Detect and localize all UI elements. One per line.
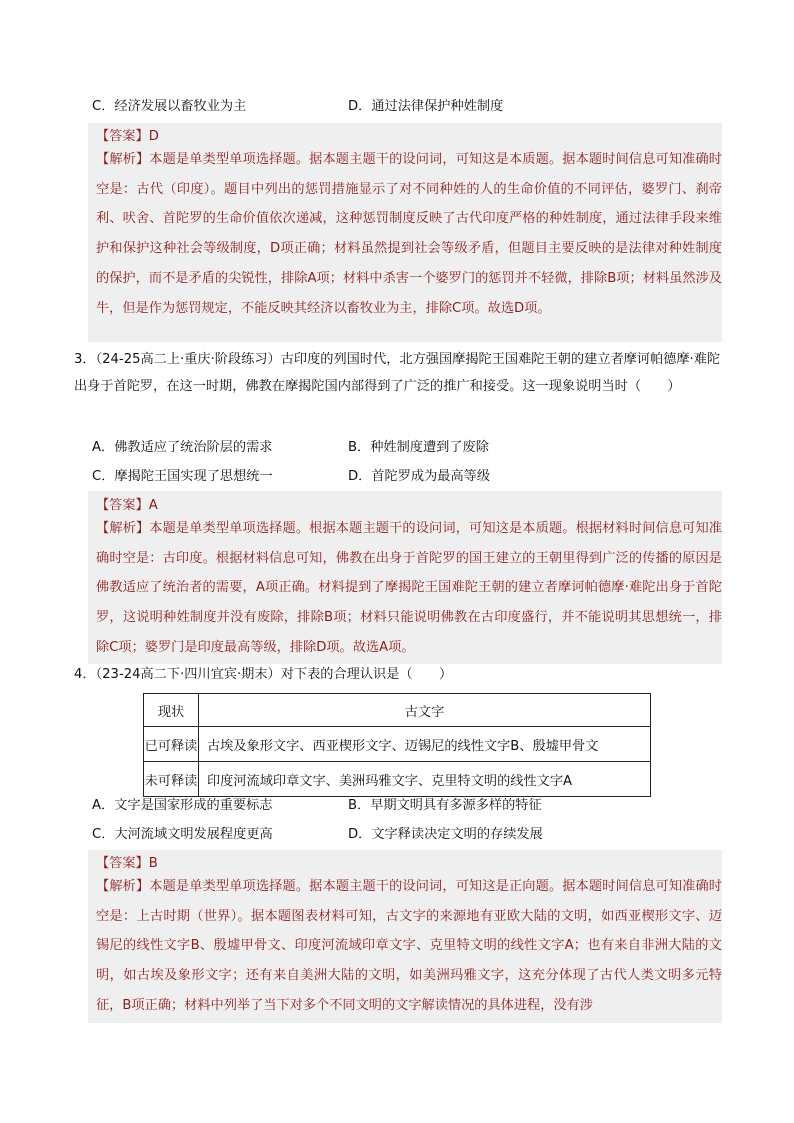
table-header-cell: 古文字: [199, 694, 651, 727]
q4-option-c[interactable]: C．大河流域文明发展程度更高: [92, 827, 273, 842]
q3-stem: 3．（24-25高二上·重庆·阶段练习）古印度的列国时代，北方强国摩揭陀王国难陀王朝的建立者摩诃帕德摩·难陀出身于首陀罗，在这一时期，佛教在摩揭陀国内部得到了广泛的推广和接受。这一现象说明当时（ ）: [74, 352, 721, 394]
q3-answer: 【答案】A: [96, 498, 158, 513]
q2-option-d[interactable]: D．通过法律保护种姓制度: [348, 99, 504, 114]
table-cell: 未可释读: [144, 762, 199, 797]
q4-option-b[interactable]: B．早期文明具有多源多样的特征: [348, 798, 542, 813]
q2-answer: 【答案】D: [96, 129, 159, 144]
table-cell: 印度河流域印章文字、美洲玛雅文字、克里特文明的线性文字A: [199, 762, 651, 797]
q4-option-a[interactable]: A．文字是国家形成的重要标志: [92, 798, 273, 813]
table-cell: 古埃及象形文字、西亚楔形文字、迈锡尼的线性文字B、殷墟甲骨文: [199, 727, 651, 762]
q3-option-a[interactable]: A．佛教适应了统治阶层的需求: [92, 440, 273, 455]
q4-option-d[interactable]: D．文字释读决定文明的存续发展: [348, 827, 543, 842]
q3-option-d[interactable]: D．首陀罗成为最高等级: [348, 469, 491, 484]
q3-explanation: 【解析】本题是单类型单项选择题。根据本题主题干的设问词，可知这是本质题。根据材料时间信息可知准确时空是：古印度。根据材料信息可知，佛教在出身于首陀罗的国王建立的王朝里得到广泛的传播的原因是佛教适应了统治者的需要，A项正确。材料提到了摩揭陀王国难陀王朝的建立者摩诃帕德摩·难陀出身于首陀罗，这说明种姓制度并没有废除，排除B项；材料只能说明佛教在古印度盛行，并不能说明其思想统一，排除C项；婆罗门是印度最高等级，排除D项。故选A项。: [96, 521, 722, 655]
table-cell: 已可释读: [144, 727, 199, 762]
table-header-cell: 现状: [144, 694, 199, 727]
q4-stem: 4．（23-24高二下·四川宜宾·期末）对下表的合理认识是（ ）: [74, 667, 453, 682]
q2-explanation: 【解析】本题是单类型单项选择题。据本题主题干的设问词，可知这是本质题。据本题时间信息可知准确时空是：古代（印度）。题目中列出的惩罚措施显示了对不同种姓的人的生命价值的不同评估，婆罗门、刹帝利、吠舍、首陀罗的生命价值依次递减，这种惩罚制度反映了古代印度严格的种姓制度，通过法律手段来维护和保护这种社会等级制度，D项正确；材料虽然提到社会等级矛盾，但题目主要反映的是法律对种姓制度的保护，而不是矛盾的尖锐性，排除A项；材料中杀害一个婆罗门的惩罚并不轻微，排除B项；材料虽然涉及牛，但是作为惩罚规定，不能反映其经济以畜牧业为主，排除C项。故选D项。: [96, 152, 722, 316]
q4-explanation: 【解析】本题是单类型单项选择题。据本题主题干的设问词，可知这是正向题。据本题时间信息可知准确时空是：上古时期（世界）。据本题图表材料可知，古文字的来源地有亚欧大陆的文明，如西亚楔形文字、迈锡尼的线性文字B、殷墟甲骨文、印度河流域印章文字、克里特文明的线性文字A；也有来自非洲大陆的文明，如古埃及象形文字；还有来自美洲大陆的文明，如美洲玛雅文字，这充分体现了古代人类文明多元特征，B项正确；材料中列举了当下对多个不同文明的文字解读情况的具体进程，没有涉: [96, 879, 722, 1013]
q2-option-c[interactable]: C．经济发展以畜牧业为主: [92, 99, 247, 114]
table-row: [144, 727, 651, 762]
q4-table: [143, 693, 651, 797]
q3-option-b[interactable]: B．种姓制度遭到了废除: [348, 440, 489, 455]
table-row: [144, 762, 651, 797]
q4-answer: 【答案】B: [96, 856, 158, 871]
q3-option-c[interactable]: C．摩揭陀王国实现了思想统一: [92, 469, 273, 484]
table-header-row: [144, 694, 651, 727]
